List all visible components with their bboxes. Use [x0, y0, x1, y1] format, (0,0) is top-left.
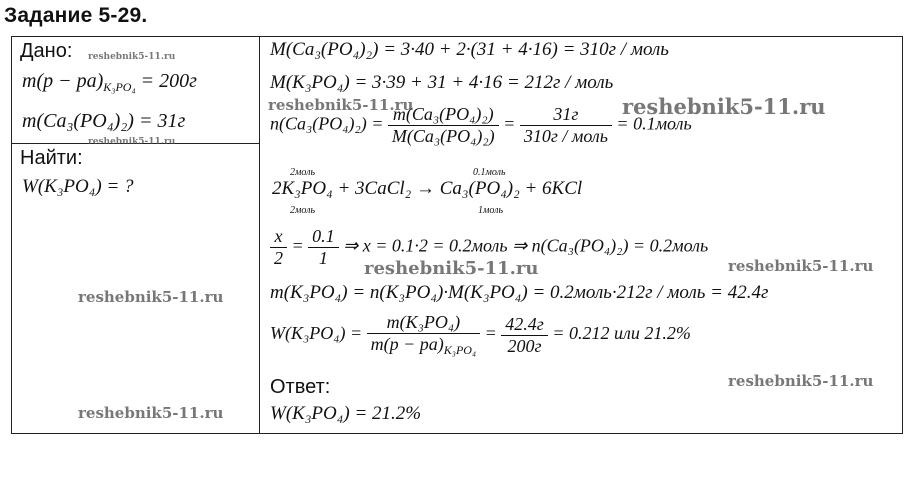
answer-label: Ответ: [270, 376, 331, 398]
fraction-lhs: W(K₃PO₄) = [270, 323, 363, 344]
proportion-equals: = [291, 235, 304, 256]
given-line-1-sub: K₃PO₄ [103, 80, 136, 94]
moles-fraction-1-num: m(Ca₃(PO₄)₂) [388, 104, 499, 126]
watermark: reshebnik5-11.ru [88, 52, 176, 62]
proportion-fraction-1 [270, 226, 287, 269]
fraction-rhs: = 0.212 или 21.2% [552, 323, 691, 344]
moles-lhs: n(Ca₃(PO₄)₂) = [270, 113, 384, 134]
watermark: reshebnik5-11.ru [268, 96, 414, 114]
find-label: Найти: [20, 147, 83, 169]
watermark: reshebnik5-11.ru [622, 94, 826, 119]
moles-fraction-2-den: 310г / моль [523, 126, 608, 146]
given-line-1 [22, 70, 197, 95]
given-label: Дано: [20, 40, 73, 62]
proportion-fraction-1-num: x [270, 226, 287, 248]
moles-rhs: = 0.1моль [616, 113, 692, 134]
fraction-fraction-1-den-sub: K₃PO₄ [443, 343, 477, 357]
watermark: reshebnik5-11.ru [728, 372, 874, 390]
watermark: reshebnik5-11.ru [88, 137, 176, 147]
molar-mass-ca3po42: M(Ca₃(PO₄)₂) = 3·40 + 2·(31 + 4·16) = 310г / моль [270, 39, 669, 60]
molar-mass-k3po4: M(K₃PO₄) = 3·39 + 31 + 4·16 = 212г / моль [270, 72, 614, 93]
proportion-rest: ⇒ x = 0.1·2 = 0.2моль ⇒ n(Ca₃(PO₄)₂) = 0.2моль [343, 235, 709, 256]
fraction-equation [270, 312, 691, 358]
watermark: reshebnik5-11.ru [78, 404, 224, 422]
fraction-fraction-1-num: m(K₃PO₄) [367, 312, 480, 334]
mass-line: m(K₃PO₄) = n(K₃PO₄)·M(K₃PO₄) = 0.2моль·212г / моль = 42.4г [270, 282, 769, 303]
fraction-fraction-1 [367, 312, 480, 358]
reaction-above-left: 2моль [290, 167, 316, 178]
given-line-1-value: = 200г [135, 70, 197, 92]
fraction-equals: = [484, 323, 497, 344]
given-line-2: m(Ca₃(PO₄)₂) = 31г [22, 110, 186, 132]
fraction-fraction-1-den [367, 334, 480, 358]
reaction-below-right: 1моль [478, 205, 504, 216]
reaction-equation: 2K₃PO₄ + 3CaCl₂ → Ca₃(PO₄)₂ + 6KCl [272, 178, 583, 199]
fraction-fraction-1-den-text: m(p − pa) [370, 334, 444, 354]
fraction-fraction-2-den: 200г [507, 335, 542, 356]
watermark: reshebnik5-11.ru [364, 258, 539, 279]
moles-fraction-2 [520, 104, 612, 147]
moles-fraction-2-num: 31г [520, 104, 612, 126]
proportion-fraction-2-den: 1 [318, 248, 328, 268]
moles-fraction-1-den: M(Ca₃(PO₄)₂) [391, 126, 495, 146]
given-line-1-text: m(p − pa) [22, 70, 104, 92]
moles-equals: = [503, 113, 516, 134]
reaction-below-left: 2моль [290, 205, 316, 216]
task-title: Задание 5-29. [4, 4, 148, 27]
proportion-fraction-2-num: 0.1 [308, 226, 339, 248]
find-line: W(K₃PO₄) = ? [22, 176, 134, 197]
fraction-fraction-2-num: 42.4г [501, 314, 548, 336]
answer-line: W(K₃PO₄) = 21.2% [270, 403, 422, 424]
watermark: reshebnik5-11.ru [728, 257, 874, 275]
reaction-above-right: 0.1моль [473, 167, 506, 178]
proportion-fraction-1-den: 2 [274, 248, 283, 268]
proportion-fraction-2 [308, 226, 339, 269]
column-divider [259, 36, 260, 434]
fraction-fraction-2 [501, 314, 548, 357]
watermark: reshebnik5-11.ru [78, 288, 224, 306]
